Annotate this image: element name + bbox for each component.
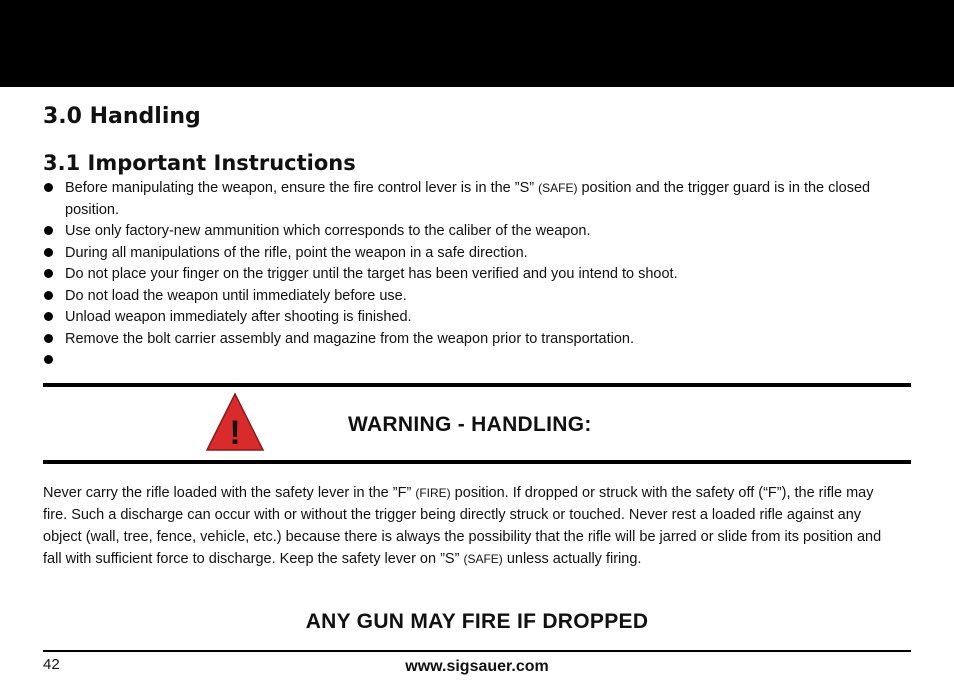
bullet-icon — [44, 269, 53, 278]
list-item: Do not load the weapon until immediately before use. — [43, 286, 903, 308]
warning-title: WARNING - HANDLING: — [348, 413, 592, 436]
subsection-title: 3.1 Important Instructions — [43, 151, 356, 175]
list-item: Remove the bolt carrier assembly and magazine from the weapon prior to transportation. — [43, 329, 903, 351]
warning-triangle-icon — [205, 392, 265, 452]
bullet-icon — [44, 183, 53, 192]
list-item: Unload weapon immediately after shooting is finished. — [43, 307, 903, 329]
section-title: 3.0 Handling — [43, 104, 201, 129]
warning-body: Never carry the rifle loaded with the safety lever in the ”F” (FIRE) position. If dropped or struck with the safety off (“F”), the rifle may fire. Such a discharge can occur with or without the trigger being directly struck or touched. Never rest a loaded rifle against any object (wall, tree, fence, vehicle, etc.) because there is always the possibility that the rifle will be jarred or slide from its position and fall with sufficient force to discharge. Keep the safety lever on ”S” (SAFE) unless actually firing. — [43, 485, 882, 567]
bullet-icon — [44, 355, 53, 364]
instructions-list — [43, 178, 903, 372]
bullet-icon — [44, 312, 53, 321]
list-item-empty — [43, 350, 903, 372]
list-item: Before manipulating the weapon, ensure the fire control lever is in the ”S” (SAFE) position and the trigger guard is in the closed position. — [43, 178, 903, 221]
warning-top-rule — [43, 383, 911, 387]
warning-mark: ! — [229, 414, 241, 452]
bullet-icon — [44, 334, 53, 343]
bullet-icon — [44, 248, 53, 257]
warning-bottom-rule — [43, 460, 911, 464]
header-bar — [0, 0, 954, 87]
list-item: Use only factory-new ammunition which corresponds to the caliber of the weapon. — [43, 221, 903, 243]
page-number: 42 — [43, 656, 60, 673]
footer-rule — [43, 650, 911, 652]
website-url: www.sigsauer.com — [405, 658, 549, 675]
drop-warning-notice: ANY GUN MAY FIRE IF DROPPED — [305, 610, 649, 633]
list-item: During all manipulations of the rifle, point the weapon in a safe direction. — [43, 243, 903, 265]
bullet-icon — [44, 291, 53, 300]
bullet-icon — [44, 226, 53, 235]
list-item: Do not place your finger on the trigger until the target has been verified and you intend to shoot. — [43, 264, 903, 286]
